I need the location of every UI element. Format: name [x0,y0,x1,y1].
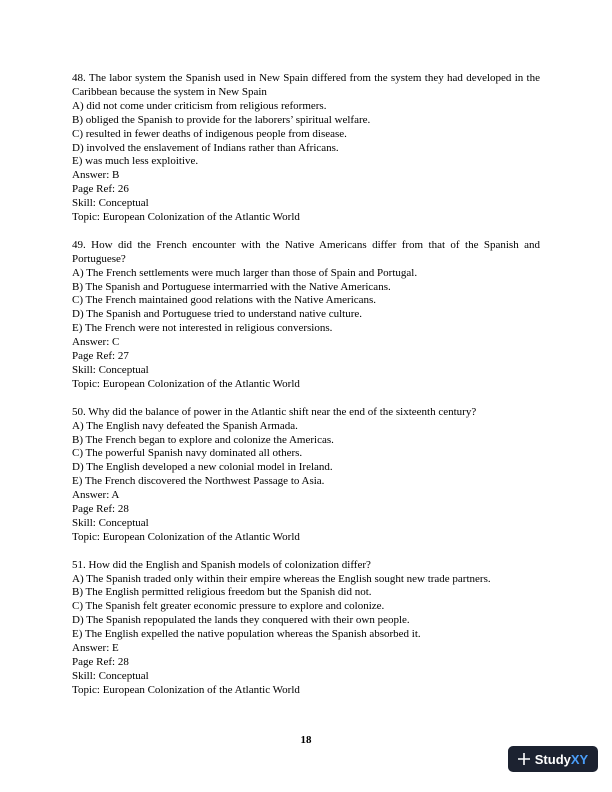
question-stem: 50. Why did the balance of power in the Atlantic shift near the end of the sixteenth century? [72,405,477,418]
question-50 [72,406,540,545]
question-list [72,72,540,712]
option-d: D) The English developed a new colonial model in Ireland. [72,461,333,474]
question-stem: 48. The labor system the Spanish used in New Spain differed from the system they had developed in the Caribbean because the system in New Spain [72,72,540,98]
skill: Skill: Conceptual [72,669,149,682]
plus-icon [518,753,530,765]
option-c: C) The French maintained good relations with the Native Americans. [72,294,377,307]
page-ref: Page Ref: 28 [72,656,129,669]
answer: Answer: A [72,489,120,502]
option-a: A) did not come under criticism from religious reformers. [72,99,327,112]
skill: Skill: Conceptual [72,516,149,529]
option-c: C) The powerful Spanish navy dominated all others. [72,447,303,460]
option-e: E) The French discovered the Northwest Passage to Asia. [72,475,325,488]
answer: Answer: E [72,642,119,655]
answer: Answer: B [72,169,120,182]
option-e: E) The French were not interested in religious conversions. [72,322,333,335]
option-e: E) The English expelled the native population whereas the Spanish absorbed it. [72,628,421,641]
skill: Skill: Conceptual [72,197,149,210]
option-a: A) The English navy defeated the Spanish Armada. [72,419,298,432]
option-b: B) The English permitted religious freedom but the Spanish did not. [72,586,372,599]
answer: Answer: C [72,336,120,349]
studyxy-badge[interactable] [508,746,598,772]
option-a: A) The Spanish traded only within their empire whereas the English sought new trade partners. [72,572,491,585]
page-ref: Page Ref: 28 [72,503,129,516]
question-49 [72,239,540,392]
option-c: C) The Spanish felt greater economic pressure to explore and colonize. [72,600,385,613]
brand-accent: XY [570,751,589,767]
option-d: D) involved the enslavement of Indians rather than Africans. [72,141,339,154]
skill: Skill: Conceptual [72,364,149,377]
option-b: B) The Spanish and Portuguese intermarried with the Native Americans. [72,280,391,293]
topic: Topic: European Colonization of the Atlantic World [72,211,300,224]
question-stem: 49. How did the French encounter with the Native Americans differ from that of the Spanish and Portuguese? [72,238,540,265]
topic: Topic: European Colonization of the Atlantic World [72,377,300,390]
page-ref: Page Ref: 27 [72,350,129,363]
option-d: D) The Spanish repopulated the lands they conquered with their own people. [72,614,410,627]
option-b: B) The French began to explore and colonize the Americas. [72,433,334,446]
option-e: E) was much less exploitive. [72,155,199,168]
question-48 [72,72,540,225]
topic: Topic: European Colonization of the Atlantic World [72,683,300,696]
option-c: C) resulted in fewer deaths of indigenous people from disease. [72,127,347,140]
topic: Topic: European Colonization of the Atlantic World [72,530,300,543]
question-51 [72,559,540,698]
option-a: A) The French settlements were much larger than those of Spain and Portugal. [72,266,418,279]
question-stem: 51. How did the English and Spanish models of colonization differ? [72,558,371,571]
option-d: D) The Spanish and Portuguese tried to understand native culture. [72,308,363,321]
page-ref: Page Ref: 26 [72,183,129,196]
page-number: 18 [300,734,312,746]
brand-name: Study [534,751,571,767]
option-b: B) obliged the Spanish to provide for the laborers’ spiritual welfare. [72,113,371,126]
